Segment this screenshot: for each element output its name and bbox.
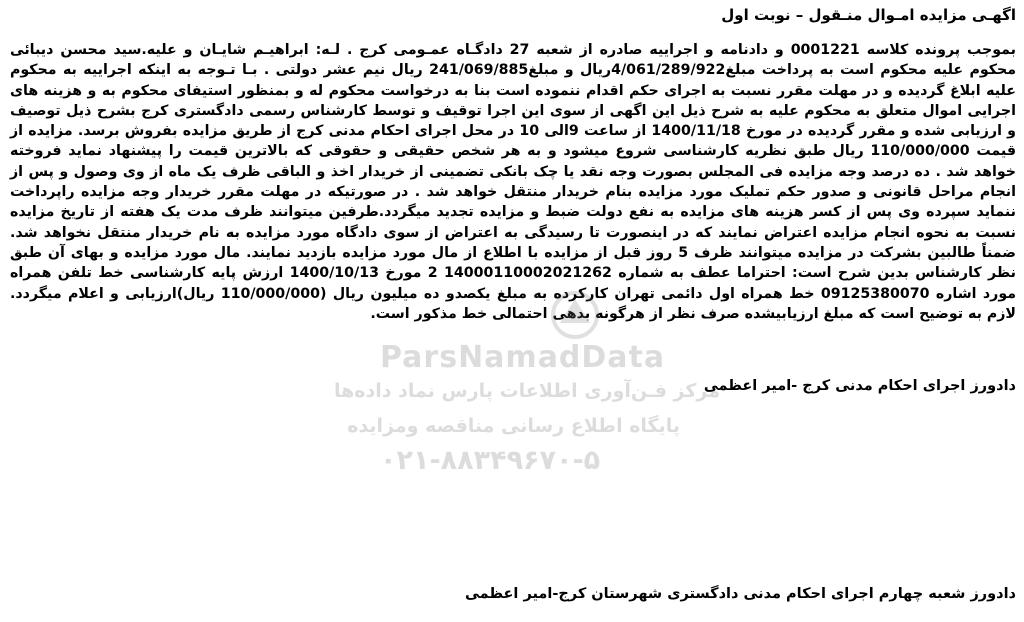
watermark-latin: ParsNamadData [380, 340, 666, 375]
notice-title: اگهـی مزایده امـوال منـقول – نوبت اول [721, 6, 1016, 24]
signature-executor: دادورز اجرای احکام مدنی کرج -امیر اعظمی [703, 378, 1016, 394]
signature-branch-executor: دادورز شعبه چهارم اجرای احکام مدنی دادگستری شهرستان کرج-امیر اعظمی [465, 586, 1016, 602]
watermark-line-1: مرکز فـن‌آوری اطلاعات پارس نماد داده‌ها [334, 380, 720, 402]
watermark-line-2: پایگاه اطلاع رسانی مناقصه ومزایده [347, 415, 680, 437]
watermark-phone: ۰۲۱-۸۸۳۴۹۶۷۰-۵ [380, 445, 601, 476]
notice-body: بموجب پرونده کلاسه 0001221 و دادنامه و اجراییه صادره از شعبه 27 دادگـاه عمـومی کرج . لـه: ابراهیـم شایـان و علیه.سید محسن دیبائی محکوم علیه محکوم است به پرداخت مبلغ4/061/289/922ریال و مبلغ241/069/885 ریال نیم عشر دولتی . بـا تـوجه به اینکه اجراییه به محکوم علیه ابلاغ گردیده و در مهلت مقرر نسبت به اجرای حکم اقدام ننموده است بنا به درخواست محکوم له و بمنظور استیفای محکوم به و هزینه های اجرایی اموال متعلق به محکوم علیه به شرح ذیل این اگهی از سوی این اجرا توقیف و توسط کارشناس رسمی دادگستری کرج بشرح ذیل توصیف و ارزیابی شده و مقرر گردیده در مورخ 1400/11/18 از ساعت 9الی 10 در محل اجرای احکام مدنی کرج از طریق مزایده بفروش برسد. مزایده از قیمت 110/000/000 ریال طبق نظریه کارشناسی شروع میشود و به هر شخص حقیقی و حقوقی که بالاترین قیمت را پیشنهاد نماید فروخته خواهد شد . ده درصد وجه مزایده فی المجلس بصورت وجه نقد یا چک بانکی تضمینی از خریدار اخذ و الباقی ظرف یک ماه از وی وصول و پس از انجام مراحل قانونی و صدور حکم تملیک مورد مزایده بنام خریدار منتقل خواهد شد . در صورتیکه در مهلت مقرر خریدار وجه مزایده راپرداخت ننماید سپرده وی پس از کسر هزینه های مزایده به نفع دولت ضبط و مزایده تجدید میگردد.طرفین میتوانند ظرف مدت یک هفته از تاریخ مزایده نسبت به نحوه انجام مزایده اعتراض نمایند که در اینصورت تا رسیدگی به اعتراض از سوی دادگاه مورد مزایده به نام خریدار منتقل نخواهد شد. ضمناً طالبین بشرکت در مزایده میتوانند ظرف 5 روز قبل از مزایده با اطلاع از مال مورد مزایده بازدید نمایند. مال مورد مزایده و بهای آن طبق نظر کارشناس بدین شرح است: احتراما عطف به شماره 14000110002021262 2 مورخ 1400/10/13 ارزش پایه کارشناسی خط تلفن همراه مورد اشاره 09125380070 خط همراه اول دائمی تهران کارکرده به مبلغ یکصدو ده میلیون ریال (110/000/000 ریال)ارزیابی و اعلام میگردد. لازم به توضیح است که مبلغ ارزیابیشده صرف نظر از هرگونه بدهی احتمالی خط مذکور است. [10, 42, 1017, 322]
